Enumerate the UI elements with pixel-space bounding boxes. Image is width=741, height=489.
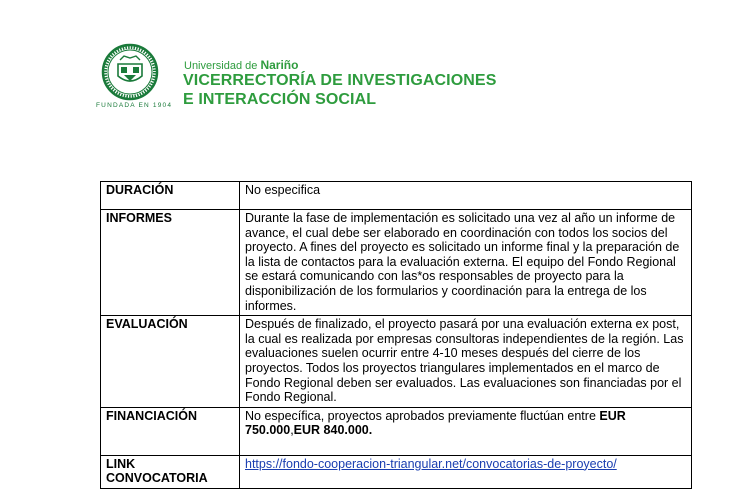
table-row — [101, 210, 692, 316]
table-row — [101, 316, 692, 408]
founded-text: FUNDADA EN 1904 — [96, 102, 173, 109]
row-value-financiacion — [240, 407, 692, 455]
financiacion-amount-min: EUR 750.000 — [245, 408, 626, 438]
row-value-evaluacion: Después de finalizado, el proyecto pasará por una evaluación externa ex post, la cual es realizada por empresas consultoras independientes de la región. Las evaluaciones suelen ocurrir entre 4-10 meses después del cierre de los proyectos. Todos los proyectos triangulares implementados en el marco de Fondo Regional deben ser evaluados. Las evaluaciones son financiadas por el Fondo Regional. — [240, 316, 692, 408]
row-label-financiacion: FINANCIACIÓN — [101, 407, 240, 455]
financiacion-text: No específica, proyectos aprobados previamente fluctúan entre — [245, 408, 600, 423]
convocatoria-link[interactable]: https://fondo-cooperacion-triangular.net/convocatorias-de-proyecto/ — [245, 456, 617, 471]
table-row — [101, 407, 692, 455]
department-title-line1: VICERRECTORÍA DE INVESTIGACIONES — [183, 72, 497, 89]
row-label-duracion: DURACIÓN — [101, 182, 240, 210]
row-value-duracion: No especifica — [240, 182, 692, 210]
table-row — [101, 182, 692, 210]
row-value-informes: Durante la fase de implementación es solicitado una vez al año un informe de avance, el cual debe ser elaborado en coordinación con todos los socios del proyecto. A fines del proyecto es solicitado un informe final y la preparación de la lista de contactos para la evaluación externa. El equipo del Fondo Regional se estará comunicando con las*os responsables de proyecto para la disponibilización de los formularios y coordinación para la entrega de los informes. — [240, 210, 692, 316]
university-name-main: Nariño — [260, 58, 299, 72]
university-name — [184, 58, 298, 72]
row-label-link: LINK CONVOCATORIA — [101, 455, 240, 488]
university-seal-icon — [96, 42, 176, 122]
row-value-link — [240, 455, 692, 488]
financiacion-amount-max: EUR 840.000. — [293, 423, 373, 438]
financiacion-separator: , — [290, 423, 294, 438]
row-label-informes: INFORMES — [101, 210, 240, 316]
letterhead — [96, 42, 516, 117]
call-info-table — [100, 181, 692, 489]
department-title-line2: E INTERACCIÓN SOCIAL — [183, 91, 377, 108]
row-label-evaluacion: EVALUACIÓN — [101, 316, 240, 408]
table-row — [101, 455, 692, 488]
university-prefix: Universidad de — [184, 60, 258, 72]
